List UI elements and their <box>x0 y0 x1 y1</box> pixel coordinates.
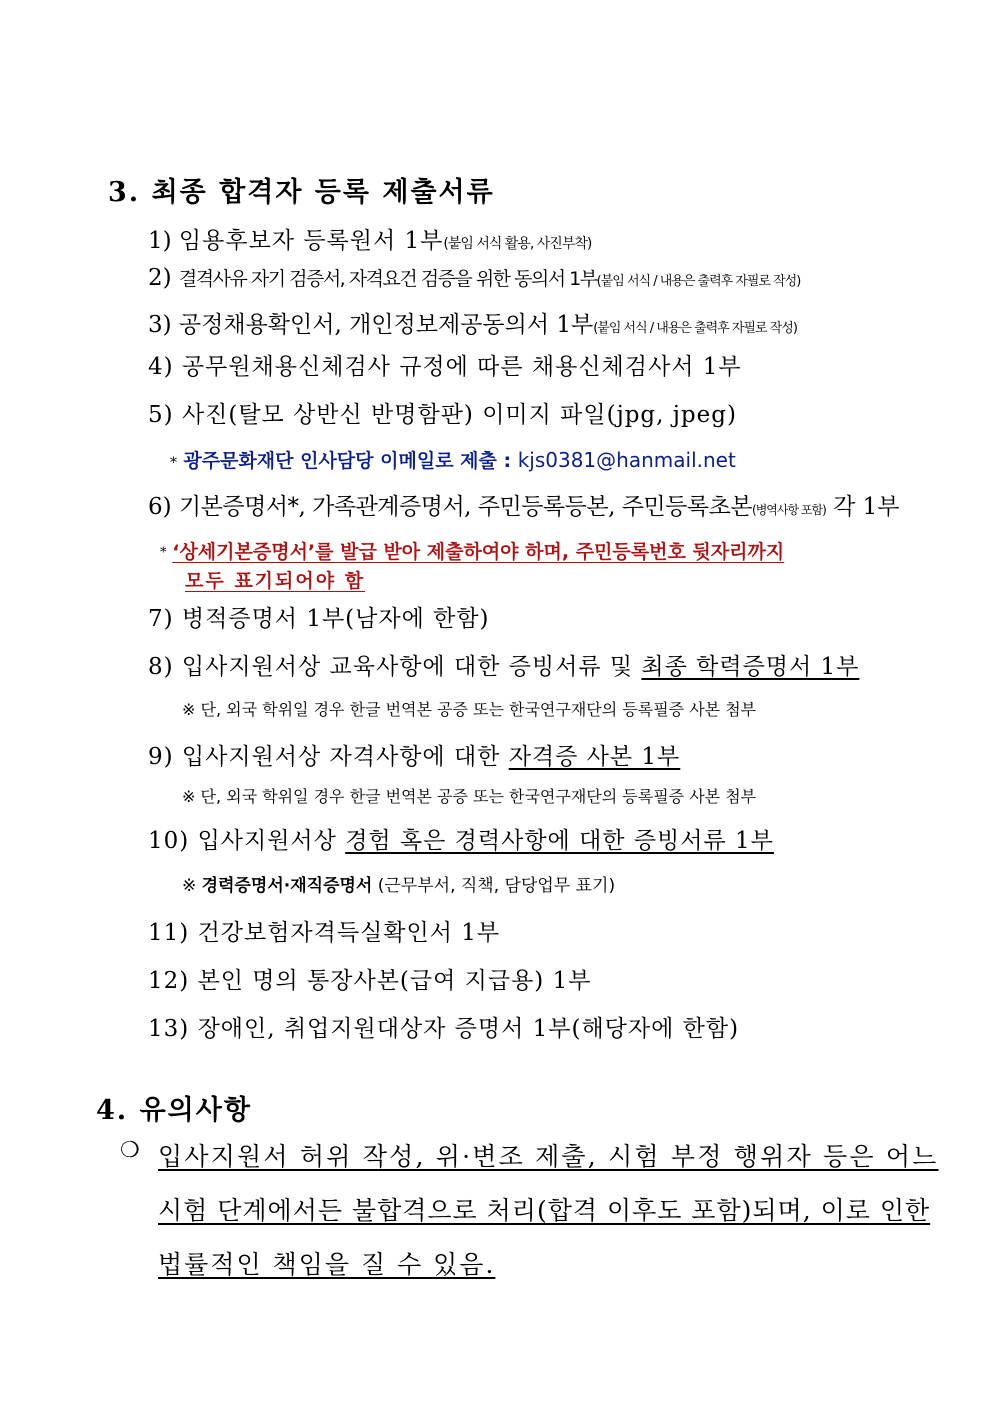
item-text: 공무원채용신체검사 규정에 따른 채용신체검사서 1부 <box>181 354 742 380</box>
item-small-note: (병역사항 포함) <box>752 503 826 517</box>
email-address: kjs0381@hanmail.net <box>517 448 736 472</box>
item-text: 사진(탈모 상반신 반명함판) 이미지 파일(jpg, jpeg) <box>181 402 737 428</box>
item-underlined-text: 경험 혹은 경력사항에 대한 증빙서류 1부 <box>345 828 774 854</box>
note-marker: ※ <box>182 876 197 896</box>
list-item <box>148 600 490 633</box>
certificate-note <box>160 537 784 564</box>
list-item <box>148 1010 739 1043</box>
item-small-note: (붙임 서식 / 내용은 출력후 자필로 작성) <box>593 321 797 336</box>
item-text: 본인 명의 통장사본(급여 지급용) 1부 <box>197 968 592 994</box>
item-number: 9) <box>148 744 174 770</box>
item-small-note: (붙임 서식 활용, 사진부착) <box>443 236 592 252</box>
list-item <box>148 822 774 855</box>
item-text: 임용후보자 등록원서 1부 <box>178 228 444 254</box>
qualification-note: ※ 단, 외국 학위일 경우 한글 번역본 공증 또는 한국연구재단의 등록필증 사본 첨부 <box>182 787 757 806</box>
item-number: 4) <box>148 354 174 380</box>
list-item <box>148 738 680 771</box>
list-item <box>148 962 591 995</box>
item-text: 공정채용확인서, 개인정보제공동의서 1부 <box>178 312 594 338</box>
note-marker: * <box>170 455 177 471</box>
item-text: 건강보험자격득실확인서 1부 <box>197 920 501 946</box>
item-number: 11) <box>148 920 190 946</box>
item-number: 8) <box>148 654 174 680</box>
item-number: 3) <box>148 312 172 338</box>
notice-line-1: 입사지원서 허위 작성, 위·변조 제출, 시험 부정 행위자 등은 어느 <box>158 1142 939 1171</box>
item-small-note: (붙임 서식 / 내용은 출력후 자필로 작성) <box>596 274 801 289</box>
career-note <box>182 871 615 896</box>
item-text: 결격사유 자기 검증서, 자격요건 검증을 위한 동의서 1부 <box>178 268 597 290</box>
career-note-rest: (근무부서, 직책, 담당업무 표기) <box>372 876 616 896</box>
list-item <box>148 396 737 429</box>
item-number: 13) <box>148 1016 190 1042</box>
item-number: 1) <box>148 228 172 254</box>
email-note <box>170 446 736 473</box>
list-item <box>148 222 591 255</box>
list-item <box>148 648 859 681</box>
item-text: 장애인, 취업지원대상자 증명서 1부(해당자에 한함) <box>197 1016 740 1042</box>
notice-line-2: 시험 단계에서든 불합격으로 처리(합격 이후도 포함)되며, 이로 인한 <box>158 1196 931 1225</box>
career-note-bold: 경력증명서·재직증명서 <box>201 876 373 896</box>
email-note-text: 광주문화재단 인사담당 이메일로 제출 : <box>183 450 518 472</box>
item-text: 입사지원서상 교육사항에 대한 증빙서류 및 <box>181 654 642 680</box>
notice-line-3: 법률적인 책임을 질 수 있음. <box>158 1250 496 1279</box>
bullet-icon: ❍ <box>120 1138 140 1163</box>
item-number: 7) <box>148 606 174 632</box>
certificate-note-line1: ‘상세기본증명서’를 발급 받아 제출하여야 하며, 주민등록번호 뒷자리까지 <box>172 541 785 563</box>
note-marker: * <box>160 545 167 561</box>
list-item <box>148 348 742 381</box>
education-note: ※ 단, 외국 학위일 경우 한글 번역본 공증 또는 한국연구재단의 등록필증 사본 첨부 <box>182 700 757 719</box>
list-item <box>148 306 797 339</box>
item-number: 12) <box>148 968 190 994</box>
item-underlined-text: 자격증 사본 1부 <box>508 744 681 770</box>
item-text-suffix: 각 1부 <box>825 494 900 520</box>
list-item <box>148 488 899 521</box>
item-number: 6) <box>148 494 172 520</box>
certificate-note-line2-row <box>185 566 365 593</box>
item-underlined-text: 최종 학력증명서 1부 <box>641 654 860 680</box>
section-4-title: 4. 유의사항 <box>96 1095 252 1126</box>
item-text: 병적증명서 1부(남자에 한함) <box>181 606 490 632</box>
item-number: 5) <box>148 402 174 428</box>
certificate-note-line2: 모두 표기되어야 함 <box>185 570 366 592</box>
section-3-title: 3. 최종 합격자 등록 제출서류 <box>108 177 495 208</box>
item-text: 입사지원서상 자격사항에 대한 <box>181 744 509 770</box>
item-number: 2) <box>148 265 172 291</box>
item-text: 기본증명서*, 가족관계증명서, 주민등록등본, 주민등록초본 <box>178 494 753 520</box>
list-item <box>148 914 500 947</box>
item-text: 입사지원서상 <box>197 828 346 854</box>
item-number: 10) <box>148 828 190 854</box>
list-item <box>148 264 800 291</box>
